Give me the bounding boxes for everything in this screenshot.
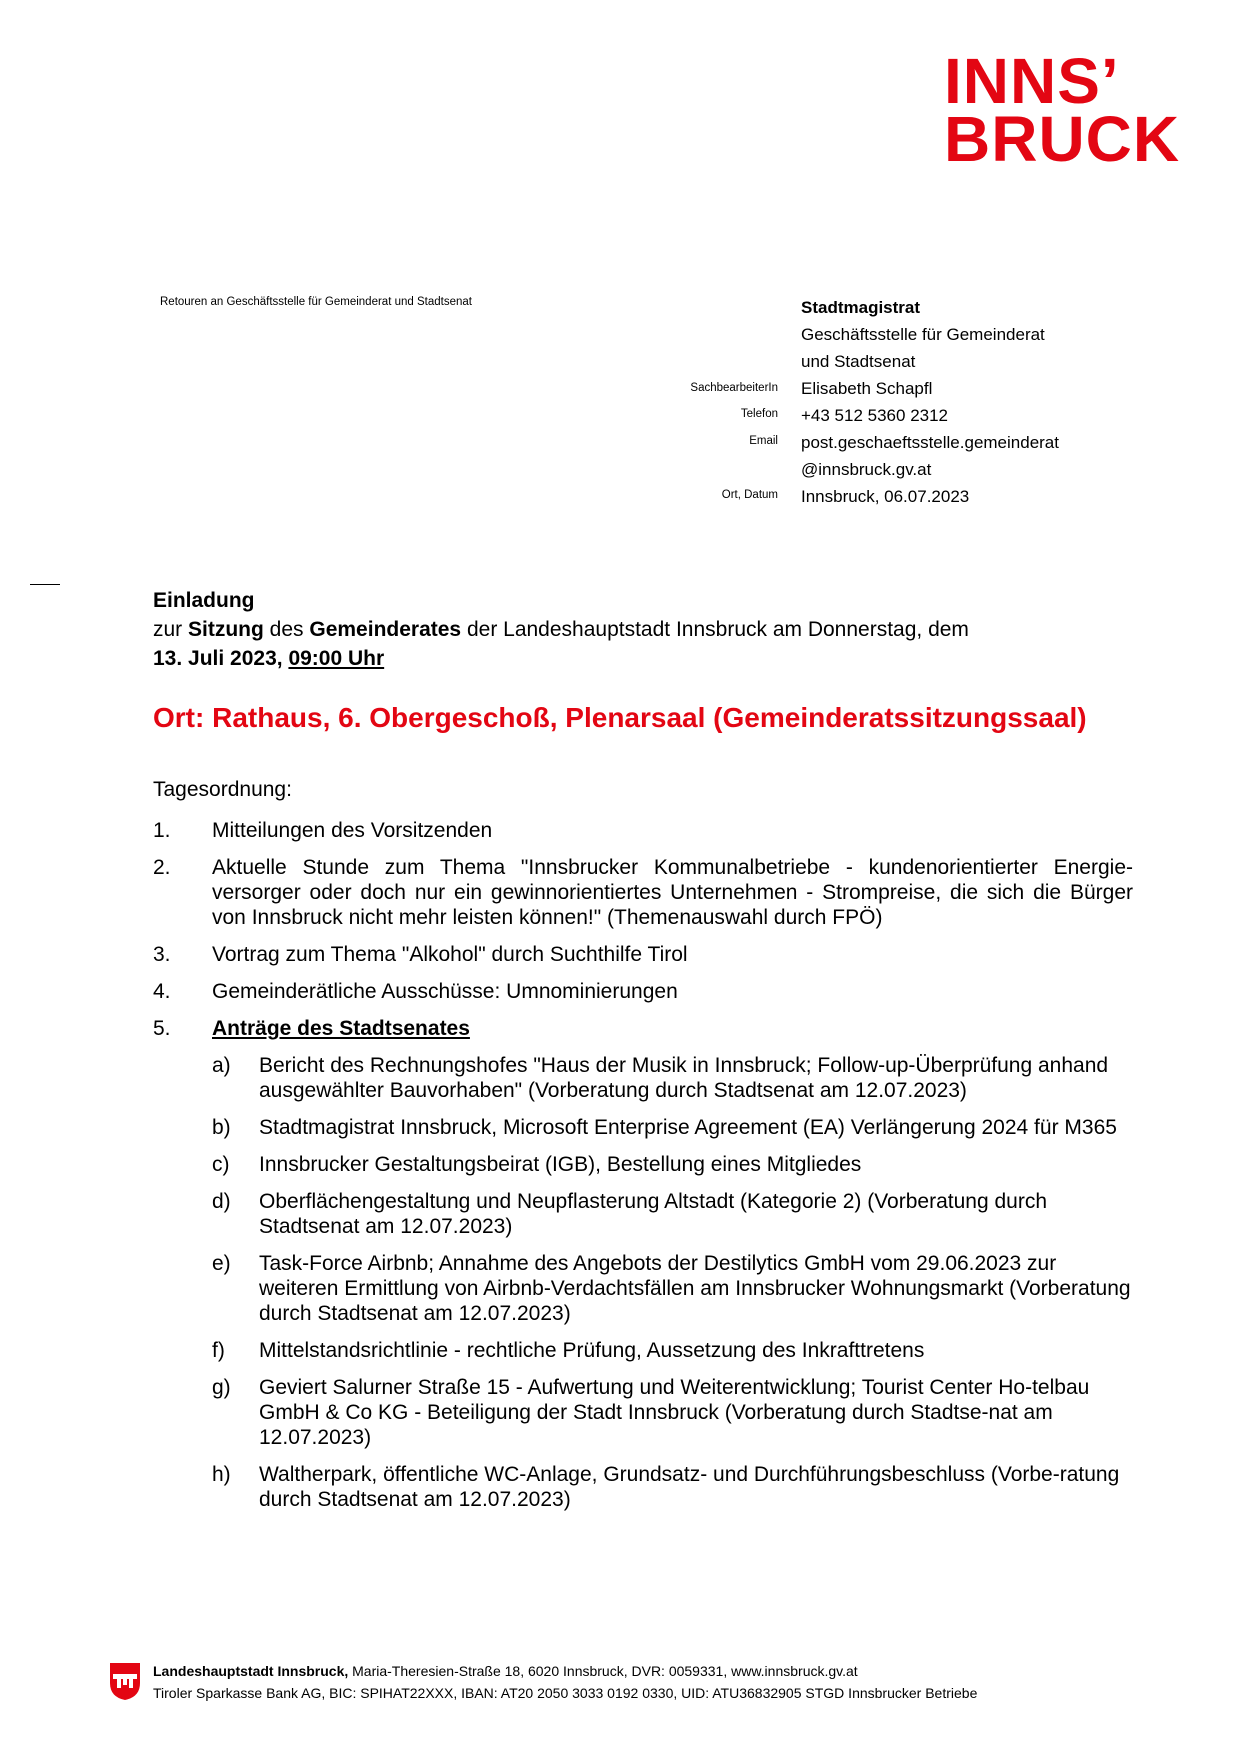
invitation-line: zur Sitzung des Gemeinderates der Landeshauptstadt Innsbruck am Donnerstag, dem [153, 618, 969, 641]
sender-email-2: @innsbruck.gv.at [801, 460, 932, 479]
agenda-subitem: g) Geviert Salurner Straße 15 - Aufwertung und Weiterentwicklung; Tourist Center Ho-telbau GmbH & Co KG - Beteiligung der Stadt Innsbruck (Vorberatung durch Stadtse-nat am 12.07.2023) [212, 1376, 1090, 1449]
invitation [153, 586, 1133, 673]
footer-bank: Tiroler Sparkasse Bank AG, BIC: SPIHAT22XXX, IBAN: AT20 2050 3033 0192 0330, UID: ATU36832905 STGD Innsbrucker Betriebe [153, 1685, 978, 1701]
agenda-subitem: b) Stadtmagistrat Innsbruck, Microsoft Enterprise Agreement (EA) Verlängerung 2024 für M365 [212, 1116, 1117, 1139]
agenda-subitem: e) Task-Force Airbnb; Annahme des Angebots der Destilytics GmbH vom 29.06.2023 zur weiteren Ermittlung von Airbnb-Verdachtsfällen am Innsbrucker Wohnungsmarkt (Vorberatung durch Stadtsenat am 12.07.2023) [212, 1252, 1131, 1325]
sender-date: Innsbruck, 06.07.2023 [801, 487, 970, 506]
date-label: Ort, Datum [721, 489, 778, 501]
agenda-item: 2. Aktuelle Stunde zum Thema "Innsbrucker Kommunalbetriebe - kundenorientierter Energie-versorger oder doch nur ein gewinnorientiertes Unternehmen - Strompreise, die sich die Bürger von Innsbruck nicht mehr leisten können!" (Themenauswahl durch FPÖ) [153, 856, 1133, 929]
sender-phone: +43 512 5360 2312 [801, 406, 949, 425]
footer-address: Maria-Theresien-Straße 18, 6020 Innsbruck, DVR: 0059331, www.innsbruck.gv.at [348, 1663, 858, 1679]
sender-org: Stadtmagistrat [801, 298, 921, 317]
return-address: Retouren an Geschäftsstelle für Gemeinderat und Stadtsenat [160, 296, 472, 308]
sender-dept-1: Geschäftsstelle für Gemeinderat [801, 325, 1045, 344]
city-crest-icon [108, 1661, 142, 1701]
invitation-date: 13. Juli 2023, 09:00 Uhr [153, 647, 385, 670]
agenda-item: 4. Gemeinderätliche Ausschüsse: Umnominierungen [153, 980, 678, 1003]
agenda-subitem: h) Waltherpark, öffentliche WC-Anlage, Grundsatz- und Durchführungsbeschluss (Vorbe-ratung durch Stadtsenat am 12.07.2023) [212, 1463, 1120, 1511]
agenda-subitem: c) Innsbrucker Gestaltungsbeirat (IGB), Bestellung eines Mitgliedes [212, 1153, 862, 1176]
invitation-time: 09:00 Uhr [288, 647, 385, 670]
agenda-subitem: d) Oberflächengestaltung und Neupflasterung Altstadt (Kategorie 2) (Vorberatung durch Stadtsenat am 12.07.2023) [212, 1190, 1048, 1238]
agenda-subitem: f) Mittelstandsrichtlinie - rechtliche Prüfung, Aussetzung des Inkrafttretens [212, 1339, 925, 1362]
agenda-subitem: a) Bericht des Rechnungshofes "Haus der Musik in Innsbruck; Follow-up-Überprüfung anhand ausgewählter Bauvorhaben" (Vorberatung durch Stadtsenat am 12.07.2023) [212, 1054, 1109, 1102]
sender-dept-2: und Stadtsenat [801, 352, 916, 371]
sender-clerk: Elisabeth Schapfl [801, 379, 933, 398]
sender-block [801, 294, 1059, 510]
innsbruck-logo [944, 45, 1194, 175]
agenda-item: 1. Mitteilungen des Vorsitzenden [153, 819, 493, 842]
meeting-location: Ort: Rathaus, 6. Obergeschoß, Plenarsaal (Gemeinderatssitzungssaal) [153, 702, 1087, 733]
clerk-label: SachbearbeiterIn [690, 382, 778, 394]
footer [153, 1660, 977, 1704]
agenda-title: Tagesordnung: [153, 778, 292, 801]
agenda-item: 3. Vortrag zum Thema "Alkohol" durch Suchthilfe Tirol [153, 943, 688, 966]
agenda-item: 5. Anträge des Stadtsenates [153, 1017, 470, 1040]
logo-line-1: INNS’ [944, 45, 1120, 117]
sender-email-1: post.geschaeftsstelle.gemeinderat [801, 433, 1059, 452]
phone-label: Telefon [740, 408, 778, 420]
footer-org: Landeshauptstadt Innsbruck, [153, 1663, 349, 1679]
invitation-heading: Einladung [153, 589, 255, 612]
email-label: Email [749, 435, 778, 447]
agenda-list [153, 818, 1133, 1524]
logo-line-2: BRUCK [944, 103, 1181, 175]
fold-mark [30, 584, 60, 585]
